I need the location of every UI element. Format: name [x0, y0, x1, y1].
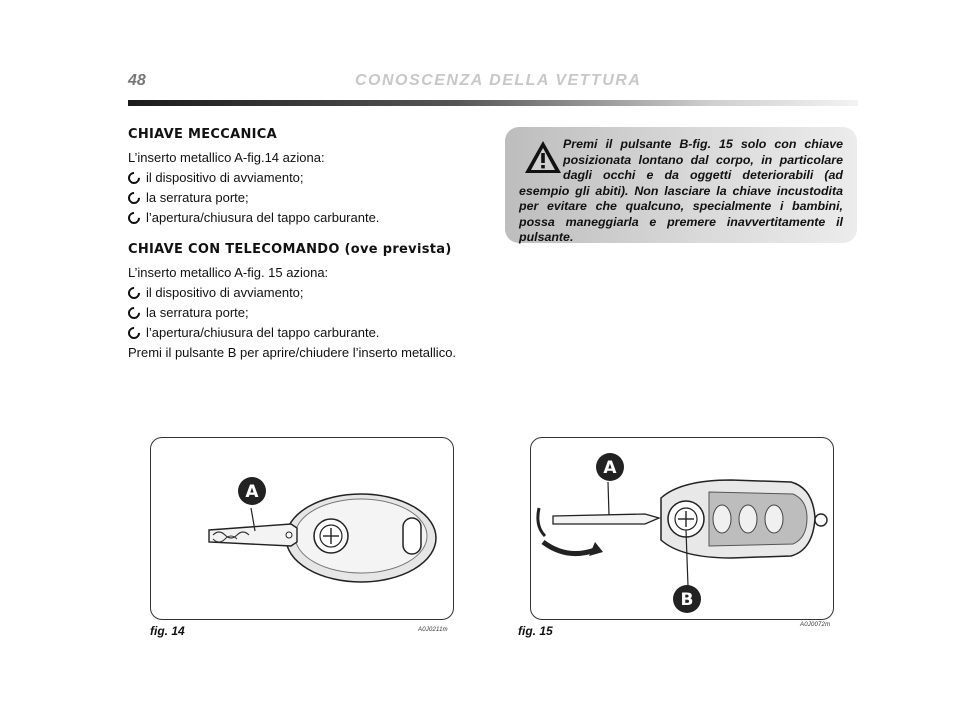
figure-14-caption: fig. 14: [150, 624, 185, 638]
warning-box: [505, 127, 857, 243]
page-number: 48: [128, 72, 146, 89]
mechanical-key-intro: L’inserto metallico A-fig.14 aziona:: [128, 150, 325, 165]
list-item: il dispositivo di avviamento;: [128, 283, 478, 303]
svg-text:A: A: [245, 482, 259, 502]
list-item: la serratura porte;: [128, 303, 478, 323]
mechanical-key-illustration: [151, 438, 452, 618]
warning-triangle-icon: [523, 139, 563, 175]
header-rule: [128, 100, 858, 106]
remote-key-intro: L’inserto metallico A-fig. 15 aziona:: [128, 265, 329, 280]
bullet-icon: [126, 305, 143, 322]
label-a-icon: [595, 452, 625, 482]
label-a-icon: [237, 476, 267, 506]
figure-15-frame: [530, 437, 834, 620]
remote-key-list: [128, 283, 478, 343]
bullet-icon: [126, 285, 143, 302]
left-column: [128, 127, 478, 363]
figure-14-code: A0J0211m: [418, 627, 448, 633]
mechanical-key-list: [128, 168, 478, 228]
warning-text: Premi il pulsante B-fig. 15 solo con chiave posizionata lontano dal corpo, in particolare dagli occhi e da oggetti deteriorabili (ad esempio gli abiti). Non lasciare la chiave incustodita per evitare che qualcuno, specialmente i bambini, possa maneggiarla e premere inavvertitamente il pulsante.: [519, 137, 843, 244]
bullet-icon: [126, 170, 143, 187]
list-item: il dispositivo di avviamento;: [128, 168, 478, 188]
bullet-icon: [126, 325, 143, 342]
page-header-title: CONOSCENZA DELLA VETTURA: [355, 72, 642, 89]
remote-key-closing: Premi il pulsante B per aprire/chiudere l’inserto metallico.: [128, 345, 457, 360]
figure-14-frame: [150, 437, 454, 620]
bullet-icon: [126, 190, 143, 207]
bullet-icon: [126, 210, 143, 227]
label-b-icon: [672, 584, 702, 614]
figure-15-code: A0J0072m: [800, 622, 831, 628]
list-item: l’apertura/chiusura del tappo carburante.: [128, 208, 478, 228]
mechanical-key-title: CHIAVE MECCANICA: [128, 127, 277, 142]
list-item: l’apertura/chiusura del tappo carburante.: [128, 323, 478, 343]
svg-text:A: A: [603, 458, 617, 478]
figure-15-caption: fig. 15: [518, 624, 553, 638]
remote-key-title: CHIAVE CON TELECOMANDO (ove prevista): [128, 242, 452, 257]
list-item: la serratura porte;: [128, 188, 478, 208]
svg-text:B: B: [680, 590, 694, 610]
